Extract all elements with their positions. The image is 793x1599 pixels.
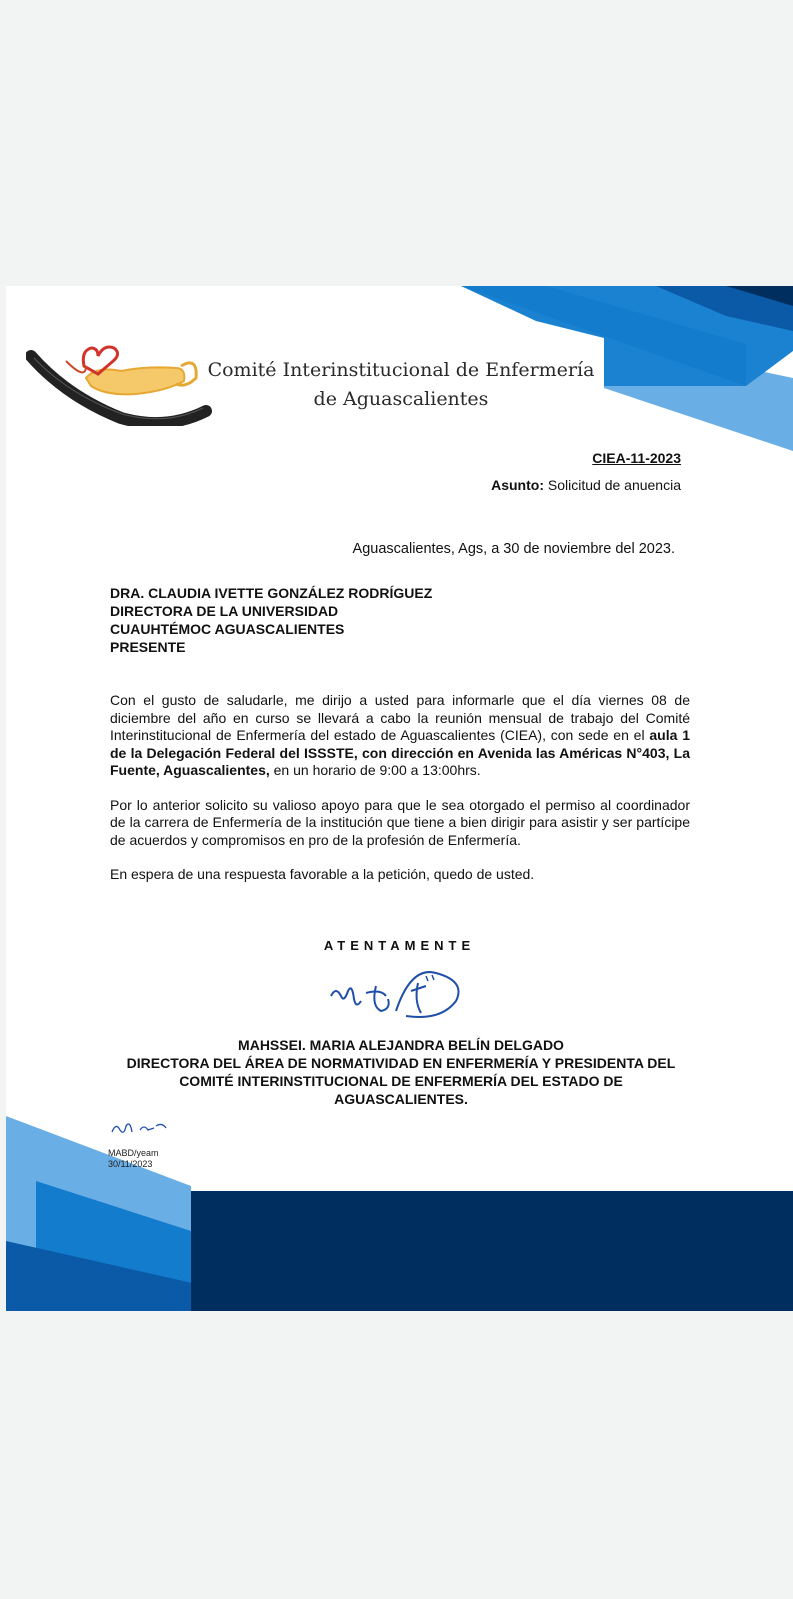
signer-name: MAHSSEI. MARIA ALEJANDRA BELÍN DELGADO (238, 1037, 564, 1053)
org-name-line2: de Aguascalientes (313, 388, 489, 410)
signer-title-3: AGUASCALIENTES. (334, 1091, 468, 1107)
subject-line (491, 477, 681, 493)
body-p1-tail: en un horario de 9:00 a 13:00hrs. (269, 762, 481, 778)
handwritten-signature (326, 961, 476, 1031)
addressee-presente: PRESENTE (110, 639, 186, 655)
signer-title-2: COMITÉ INTERINSTITUCIONAL DE ENFERMERÍA DEL ESTADO DE (179, 1073, 623, 1089)
body-paragraph-3: En espera de una respuesta favorable a la petición, quedo de usted. (110, 866, 535, 882)
initials-code: MABD/yeam (108, 1148, 159, 1158)
initials-signature (110, 1118, 170, 1140)
body-paragraph-1 (110, 692, 690, 780)
date-line: Aguascalientes, Ags, a 30 de noviembre del 2023. (352, 541, 675, 557)
initials-block (108, 1148, 159, 1170)
body-p1-bold: aula 1 de la Delegación Federal del ISSSTE, con dirección en Avenida las Américas N°403, La Fuente, Aguascalientes, (110, 727, 690, 778)
initials-date: 30/11/2023 (108, 1159, 153, 1169)
addressee-title: DIRECTORA DE LA UNIVERSIDAD (110, 603, 339, 619)
signer-title-1: DIRECTORA DEL ÁREA DE NORMATIVIDAD EN ENFERMERÍA Y PRESIDENTA DEL (126, 1055, 676, 1071)
closing-atentamente: ATENTAMENTE (323, 938, 476, 953)
comite-logo (26, 336, 216, 426)
body-paragraph-2: Por lo anterior solicito su valioso apoyo para que le sea otorgado el permiso al coordinador de la carrera de Enfermería de la institución que tiene a bien dirigir para asistir y ser partícipe de acuerdos y compromisos en pro de la profesión de Enfermería. (110, 796, 690, 848)
addressee-institution: CUAUHTÉMOC AGUASCALIENTES (110, 621, 345, 637)
subject-text: Solicitud de anuencia (547, 477, 681, 493)
signer-block (106, 1036, 696, 1108)
letterhead-title (201, 356, 601, 414)
body-p1-text: Con el gusto de saludarle, me dirijo a usted para informarle que el día viernes 08 de diciembre del año en curso se llevará a cabo la reunión mensual de trabajo del Comité Interinstitucional de Enfermería del estado de Aguascalientes (CIEA), con sede en el (110, 692, 690, 743)
addressee-block (110, 584, 432, 656)
org-name-line1: Comité Interinstitucional de Enfermería (207, 359, 595, 381)
subject-label: Asunto: (491, 477, 544, 493)
document-reference: CIEA-11-2023 (592, 450, 681, 466)
letter-body (110, 692, 690, 901)
letter-page (6, 286, 793, 1311)
addressee-name: DRA. CLAUDIA IVETTE GONZÁLEZ RODRÍGUEZ (110, 585, 433, 601)
